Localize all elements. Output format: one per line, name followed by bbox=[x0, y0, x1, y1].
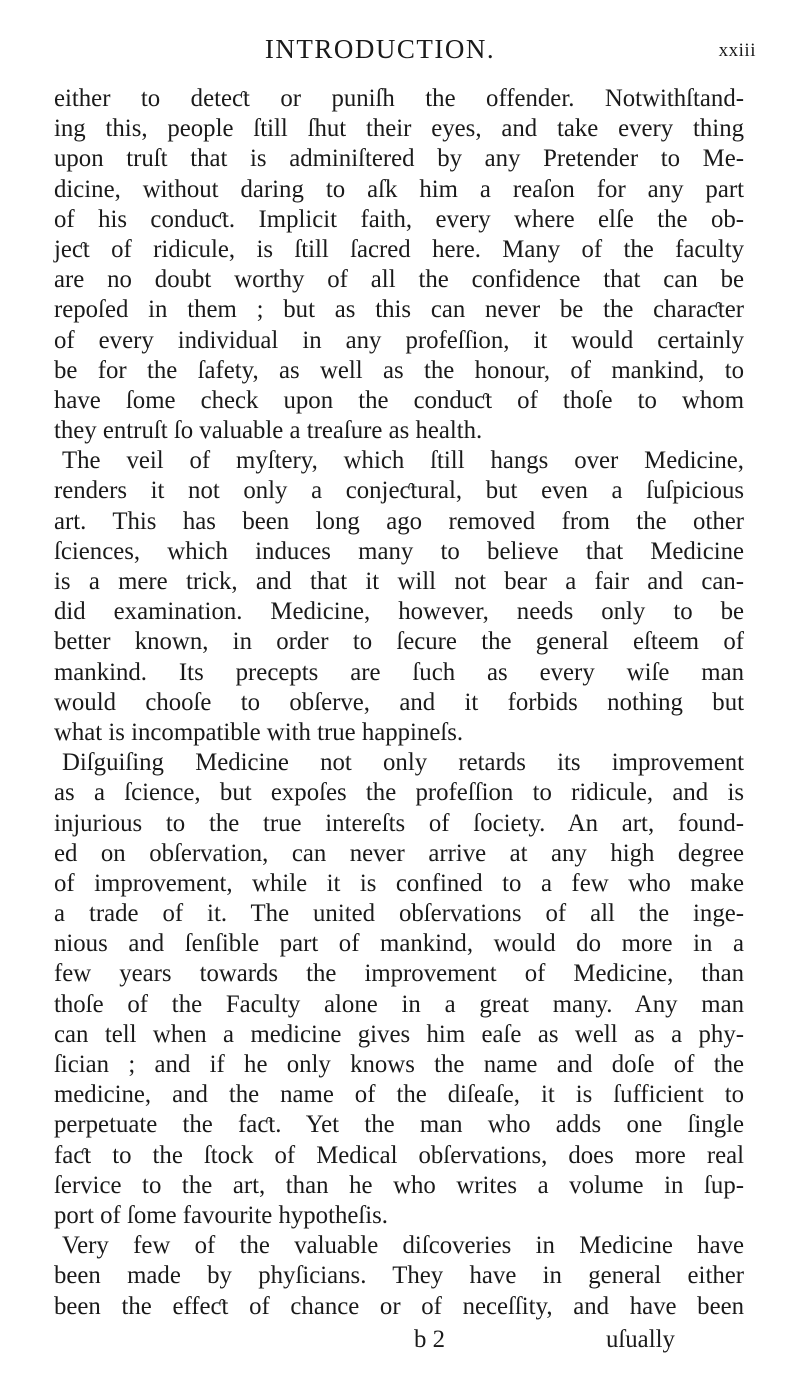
text-line: art. This has been long ago removed from the other bbox=[54, 507, 744, 535]
text-line: repoſed in them ; but as this can never be the charaƈter bbox=[54, 296, 744, 324]
signature-mark: b 2 bbox=[414, 1326, 445, 1353]
text-line: would chooſe to obſerve, and it forbids nothing but bbox=[54, 688, 744, 716]
text-line: ſician ; and if he only knows the name and doſe of the bbox=[54, 1051, 744, 1078]
text-line: better known, in order to ſecure the general eſteem of bbox=[54, 628, 744, 656]
text-line: faƈt to the ſtock of Medical obſervations, does more real bbox=[54, 1141, 744, 1169]
text-line: been made by phyſicians. They have in general either bbox=[54, 1262, 744, 1290]
text-line: is a mere trick, and that it will not bear a fair and can- bbox=[54, 568, 744, 595]
text-line: been the effeƈt of chance or of neceſſity, and have been bbox=[54, 1292, 744, 1320]
text-line: ed on obſervation, can never arrive at any high degree bbox=[54, 839, 744, 867]
catchword: uſually bbox=[606, 1326, 675, 1353]
text-line: Very few of the valuable diſcoveries in Medicine have bbox=[62, 1232, 744, 1260]
text-line: of improvement, while it is confined to a few who make bbox=[54, 869, 744, 897]
text-line: few years towards the improvement of Medicine, than bbox=[54, 960, 744, 988]
text-line: what is incompatible with true happineſs. bbox=[54, 718, 464, 746]
text-line: upon truſt that is adminiſtered by any Pretender to Me- bbox=[54, 145, 744, 173]
text-line: thoſe of the Faculty alone in a great many. Any man bbox=[54, 990, 744, 1018]
text-line: Diſguiſing Medicine not only retards its improvement bbox=[62, 749, 744, 777]
text-line: are no doubt worthy of all the confidence that can be bbox=[54, 266, 744, 294]
text-line: as a ſcience, but expoſes the profeſſion to ridicule, and is bbox=[54, 779, 744, 807]
text-line: ſciences, which induces many to believe that Medicine bbox=[54, 537, 744, 565]
text-line: did examination. Medicine, however, needs only to be bbox=[54, 598, 744, 626]
text-line: they entruſt ſo valuable a treaſure as health. bbox=[54, 417, 483, 445]
text-line: The veil of myſtery, which ſtill hangs over Medicine, bbox=[62, 447, 744, 475]
text-line: jeƈt of ridicule, is ſtill ſacred here. Many of the faculty bbox=[54, 235, 744, 263]
text-line: dicine, without daring to aſk him a reaſon for any part bbox=[54, 175, 744, 203]
text-line: of every individual in any profeſſion, it would certainly bbox=[54, 326, 744, 354]
text-line: injurious to the true intereſts of ſociety. An art, found- bbox=[54, 809, 744, 837]
page-footer bbox=[0, 1326, 800, 1358]
text-line: perpetuate the faƈt. Yet the man who adds one ſingle bbox=[54, 1111, 744, 1139]
text-line: port of ſome favourite hypotheſis. bbox=[54, 1201, 388, 1229]
text-line: either to deteƈt or puniſh the offender. Notwithſtand- bbox=[54, 85, 744, 112]
text-line: of his conduƈt. Implicit faith, every where elſe the ob- bbox=[54, 205, 744, 233]
text-line: nious and ſenſible part of mankind, would do more in a bbox=[54, 930, 744, 958]
text-line: renders it not only a conjeƈtural, but even a ſuſpicious bbox=[54, 477, 744, 505]
page-header bbox=[0, 34, 800, 74]
text-line: have ſome check upon the conduƈt of thoſe to whom bbox=[54, 386, 744, 414]
text-line: mankind. Its precepts are ſuch as every wiſe man bbox=[54, 658, 744, 686]
running-title: INTRODUCTION. bbox=[264, 34, 496, 64]
body-text bbox=[54, 84, 744, 1322]
page-number: xxiii bbox=[718, 40, 756, 61]
text-line: can tell when a medicine gives him eaſe as well as a phy- bbox=[54, 1020, 744, 1048]
text-line: medicine, and the name of the diſeaſe, it is ſufficient to bbox=[54, 1081, 744, 1109]
text-line: ſervice to the art, than he who writes a volume in ſup- bbox=[54, 1171, 744, 1199]
text-line: be for the ſafety, as well as the honour, of mankind, to bbox=[54, 356, 744, 384]
text-line: a trade of it. The united obſervations of all the inge- bbox=[54, 900, 744, 928]
text-line: ing this, people ſtill ſhut their eyes, and take every thing bbox=[54, 115, 744, 143]
